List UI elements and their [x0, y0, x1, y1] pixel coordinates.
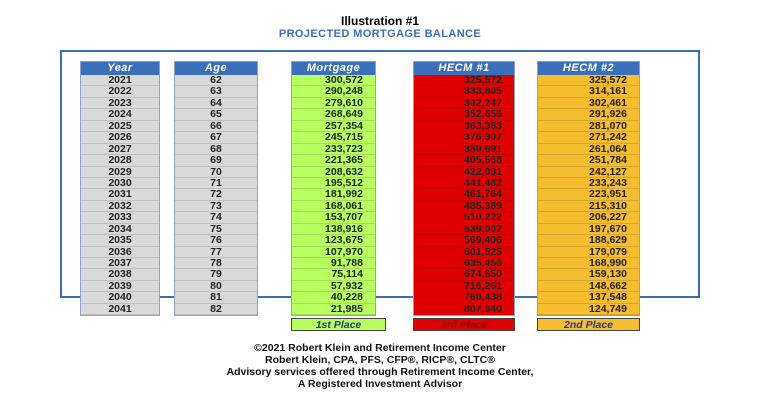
- age-cell: 76: [175, 235, 257, 246]
- footer-ria: A Registered Investment Advisor: [297, 378, 463, 390]
- age-cell: 63: [175, 86, 257, 97]
- header-mortgage: Mortgage: [292, 62, 375, 75]
- year-cell: 2036: [81, 247, 159, 258]
- year-cell: 2023: [81, 98, 159, 109]
- footer-copyright: ©2021 Robert Klein and Retirement Income Center: [254, 342, 506, 354]
- hecm1-cell: 635,456: [414, 258, 514, 269]
- mortgage-cell: 138,916: [292, 224, 375, 235]
- hecm2-cell: 302,461: [538, 98, 639, 109]
- hecm2-cell: 124,749: [538, 304, 639, 315]
- age-cell: 73: [175, 201, 257, 212]
- age-cell: 64: [175, 98, 257, 109]
- hecm1-cell: 510,222: [414, 212, 514, 223]
- age-cell: 69: [175, 155, 257, 166]
- hecm1-cell: 422,091: [414, 167, 514, 178]
- hecm2-cell: 261,064: [538, 144, 639, 155]
- illustration-subtitle: PROJECTED MORTGAGE BALANCE: [278, 28, 482, 40]
- mortgage-cell: 21,985: [292, 304, 375, 315]
- hecm2-cell: 314,161: [538, 86, 639, 97]
- year-cell: 2035: [81, 235, 159, 246]
- year-cell: 2026: [81, 132, 159, 143]
- hecm2-cells: [538, 75, 639, 315]
- column-hecm2: [537, 61, 640, 316]
- year-cell: 2033: [81, 212, 159, 223]
- age-cell: 77: [175, 247, 257, 258]
- age-cell: 72: [175, 189, 257, 200]
- mortgage-cell: 40,228: [292, 292, 375, 303]
- mortgage-cell: 91,788: [292, 258, 375, 269]
- year-cell: 2040: [81, 292, 159, 303]
- year-cell: 2027: [81, 144, 159, 155]
- year-cell: 2031: [81, 189, 159, 200]
- hecm2-cell: 223,951: [538, 189, 639, 200]
- header-hecm1: HECM #1: [414, 62, 514, 75]
- hecm2-cell: 159,130: [538, 269, 639, 280]
- hecm2-cell: 271,242: [538, 132, 639, 143]
- hecm2-cell: 188,629: [538, 235, 639, 246]
- mortgage-cells: [292, 75, 375, 315]
- mortgage-cell: 75,114: [292, 269, 375, 280]
- year-cell: 2039: [81, 281, 159, 292]
- year-cell: 2041: [81, 304, 159, 315]
- hecm1-cell: 376,307: [414, 132, 514, 143]
- hecm2-cell: 148,662: [538, 281, 639, 292]
- hecm1-cell: 807,340: [414, 304, 514, 315]
- hecm1-cell: 601,525: [414, 247, 514, 258]
- hecm2-cell: 215,310: [538, 201, 639, 212]
- mortgage-cell: 245,715: [292, 132, 375, 143]
- hecm1-cell: 539,002: [414, 224, 514, 235]
- mortgage-cell: 300,572: [292, 75, 375, 86]
- hecm1-cell: 760,438: [414, 292, 514, 303]
- mortgage-cell: 168,061: [292, 201, 375, 212]
- hecm2-cell: 291,926: [538, 109, 639, 120]
- year-cell: 2038: [81, 269, 159, 280]
- hecm1-cell: 333,805: [414, 86, 514, 97]
- hecm2-cell: 325,572: [538, 75, 639, 86]
- hecm1-cell: 441,482: [414, 178, 514, 189]
- column-hecm1: [413, 61, 515, 316]
- age-cell: 75: [175, 224, 257, 235]
- age-cell: 78: [175, 258, 257, 269]
- hecm2-cell: 251,784: [538, 155, 639, 166]
- hecm2-cell: 179,079: [538, 247, 639, 258]
- year-cell: 2029: [81, 167, 159, 178]
- age-cell: 80: [175, 281, 257, 292]
- hecm1-cells: [414, 75, 514, 315]
- mortgage-cell: 195,512: [292, 178, 375, 189]
- column-year: [80, 61, 160, 316]
- hecm1-cell: 716,261: [414, 281, 514, 292]
- hecm1-cell: 389,691: [414, 144, 514, 155]
- hecm2-cell: 168,990: [538, 258, 639, 269]
- age-cell: 81: [175, 292, 257, 303]
- hecm1-cell: 325,572: [414, 75, 514, 86]
- age-cell: 79: [175, 269, 257, 280]
- age-cell: 68: [175, 144, 257, 155]
- hecm1-cell: 352,656: [414, 109, 514, 120]
- footer-credentials: Robert Klein, CPA, PFS, CFP®, RICP®, CLTC®: [265, 354, 495, 366]
- age-cells: [175, 75, 257, 315]
- age-cell: 66: [175, 121, 257, 132]
- age-cell: 70: [175, 167, 257, 178]
- header-year: Year: [81, 62, 159, 75]
- mortgage-cell: 279,610: [292, 98, 375, 109]
- age-cell: 67: [175, 132, 257, 143]
- header-hecm2: HECM #2: [538, 62, 639, 75]
- hecm1-cell: 342,247: [414, 98, 514, 109]
- hecm1-cell: 569,406: [414, 235, 514, 246]
- hecm1-cell: 461,764: [414, 189, 514, 200]
- age-cell: 62: [175, 75, 257, 86]
- footer-advisory: Advisory services offered through Retirement Income Center,: [226, 366, 534, 378]
- age-cell: 65: [175, 109, 257, 120]
- hecm2-cell: 197,670: [538, 224, 639, 235]
- age-cell: 74: [175, 212, 257, 223]
- mortgage-cell: 123,675: [292, 235, 375, 246]
- legend-third-place: 3rd Place: [413, 318, 515, 331]
- hecm2-cell: 281,070: [538, 121, 639, 132]
- year-cells: [81, 75, 159, 315]
- hecm2-cell: 137,548: [538, 292, 639, 303]
- illustration-title: Illustration #1: [340, 14, 420, 28]
- year-cell: 2032: [81, 201, 159, 212]
- mortgage-cell: 221,365: [292, 155, 375, 166]
- header-age: Age: [175, 62, 257, 75]
- year-cell: 2024: [81, 109, 159, 120]
- hecm1-cell: 674,650: [414, 269, 514, 280]
- hecm2-cell: 206,227: [538, 212, 639, 223]
- hecm2-cell: 242,127: [538, 167, 639, 178]
- column-age: [174, 61, 258, 316]
- mortgage-cell: 257,354: [292, 121, 375, 132]
- year-cell: 2025: [81, 121, 159, 132]
- year-cell: 2034: [81, 224, 159, 235]
- column-mortgage: [291, 61, 376, 316]
- year-cell: 2037: [81, 258, 159, 269]
- legend-first-place: 1st Place: [291, 318, 386, 331]
- mortgage-cell: 208,632: [292, 167, 375, 178]
- hecm1-cell: 405,568: [414, 155, 514, 166]
- year-cell: 2022: [81, 86, 159, 97]
- year-cell: 2030: [81, 178, 159, 189]
- year-cell: 2021: [81, 75, 159, 86]
- hecm1-cell: 363,383: [414, 121, 514, 132]
- hecm1-cell: 485,389: [414, 201, 514, 212]
- mortgage-cell: 233,723: [292, 144, 375, 155]
- mortgage-cell: 268,649: [292, 109, 375, 120]
- mortgage-cell: 107,970: [292, 247, 375, 258]
- age-cell: 82: [175, 304, 257, 315]
- mortgage-cell: 153,707: [292, 212, 375, 223]
- legend-second-place: 2nd Place: [537, 318, 640, 331]
- mortgage-cell: 290,248: [292, 86, 375, 97]
- hecm2-cell: 233,243: [538, 178, 639, 189]
- mortgage-cell: 57,932: [292, 281, 375, 292]
- footer-block: [0, 342, 760, 390]
- year-cell: 2028: [81, 155, 159, 166]
- mortgage-cell: 181,992: [292, 189, 375, 200]
- age-cell: 71: [175, 178, 257, 189]
